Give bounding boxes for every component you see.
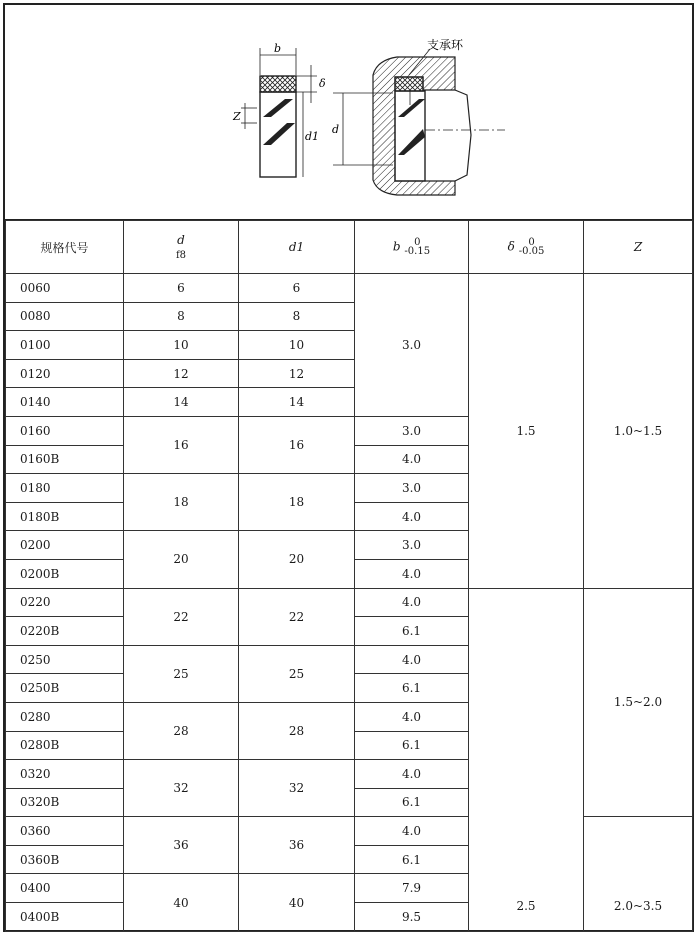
d1-cell: 10 (239, 331, 355, 360)
b-cell: 4.0 (355, 645, 469, 674)
d1-cell: 22 (239, 588, 355, 645)
support-ring-figure (5, 5, 692, 220)
document-sheet (3, 3, 694, 932)
code-cell: 0080 (6, 302, 124, 331)
code-cell: 0160B (6, 445, 124, 474)
b-cell: 6.1 (355, 845, 469, 874)
code-cell: 0280B (6, 731, 124, 760)
header-d: d f8 (124, 221, 239, 274)
b-cell: 3.0 (355, 474, 469, 503)
d-cell: 16 (124, 416, 239, 473)
d-cell: 14 (124, 388, 239, 417)
table-row (6, 588, 693, 617)
code-cell: 0100 (6, 331, 124, 360)
d-cell: 22 (124, 588, 239, 645)
z-cell: 1.0~1.5 (584, 274, 693, 589)
b-cell: 4.0 (355, 817, 469, 846)
header-delta: δ 0 -0.05 (469, 221, 584, 274)
d1-cell: 36 (239, 817, 355, 874)
dim-d1-label: d1 (305, 130, 320, 143)
d1-cell: 25 (239, 645, 355, 702)
code-cell: 0280 (6, 702, 124, 731)
code-cell: 0180 (6, 474, 124, 503)
d-cell: 6 (124, 274, 239, 303)
header-d1: d1 (239, 221, 355, 274)
z-cell: 1.5~2.0 (584, 588, 693, 817)
b-cell: 4.0 (355, 760, 469, 789)
dim-z-label: Z (233, 110, 241, 123)
dim-b-label: b (274, 42, 282, 55)
support-ring-callout: 支承环 (427, 38, 464, 52)
code-cell: 0320B (6, 788, 124, 817)
spec-table (5, 220, 693, 932)
d-cell: 20 (124, 531, 239, 588)
b-cell: 3.0 (355, 416, 469, 445)
d1-cell: 40 (239, 874, 355, 931)
b-cell: 3.0 (355, 274, 469, 417)
d-cell: 40 (124, 874, 239, 931)
dim-delta-label: δ (319, 77, 326, 90)
b-cell: 3.0 (355, 531, 469, 560)
ring-section-left (241, 48, 320, 177)
code-cell: 0400B (6, 903, 124, 932)
table-row (6, 274, 693, 303)
delta-cell: 2.5 (469, 588, 584, 931)
d1-cell: 20 (239, 531, 355, 588)
header-z: Z (584, 221, 693, 274)
d-cell: 25 (124, 645, 239, 702)
d1-cell: 12 (239, 359, 355, 388)
support-ring-drawing (5, 5, 692, 219)
b-cell: 9.5 (355, 903, 469, 932)
d1-cell: 28 (239, 702, 355, 759)
d-cell: 12 (124, 359, 239, 388)
code-cell: 0180B (6, 502, 124, 531)
d-cell: 32 (124, 760, 239, 817)
code-cell: 0360B (6, 845, 124, 874)
d-cell: 18 (124, 474, 239, 531)
table-header-row (6, 221, 693, 274)
d1-cell: 8 (239, 302, 355, 331)
code-cell: 0140 (6, 388, 124, 417)
b-cell: 4.0 (355, 445, 469, 474)
ring-section-assembly (333, 49, 505, 195)
b-cell: 6.1 (355, 731, 469, 760)
code-cell: 0360 (6, 817, 124, 846)
code-cell: 0250B (6, 674, 124, 703)
d-cell: 36 (124, 817, 239, 874)
b-cell: 6.1 (355, 617, 469, 646)
code-cell: 0120 (6, 359, 124, 388)
delta-cell: 1.5 (469, 274, 584, 589)
b-cell: 6.1 (355, 674, 469, 703)
dim-d-label: d (332, 123, 340, 136)
code-cell: 0200B (6, 559, 124, 588)
header-code: 规格代号 (6, 221, 124, 274)
b-cell: 4.0 (355, 502, 469, 531)
header-b: b 0 -0.15 (355, 221, 469, 274)
d-cell: 10 (124, 331, 239, 360)
d-cell: 28 (124, 702, 239, 759)
b-cell: 4.0 (355, 702, 469, 731)
code-cell: 0220B (6, 617, 124, 646)
b-cell: 4.0 (355, 588, 469, 617)
d-cell: 8 (124, 302, 239, 331)
code-cell: 0160 (6, 416, 124, 445)
d1-cell: 18 (239, 474, 355, 531)
code-cell: 0320 (6, 760, 124, 789)
table-row (6, 817, 693, 846)
b-cell: 4.0 (355, 559, 469, 588)
code-cell: 0400 (6, 874, 124, 903)
code-cell: 0060 (6, 274, 124, 303)
d1-cell: 14 (239, 388, 355, 417)
d1-cell: 32 (239, 760, 355, 817)
b-cell: 7.9 (355, 874, 469, 903)
code-cell: 0220 (6, 588, 124, 617)
z-cell: 2.0~3.5 (584, 817, 693, 931)
b-cell: 6.1 (355, 788, 469, 817)
d1-cell: 16 (239, 416, 355, 473)
code-cell: 0250 (6, 645, 124, 674)
code-cell: 0200 (6, 531, 124, 560)
d1-cell: 6 (239, 274, 355, 303)
